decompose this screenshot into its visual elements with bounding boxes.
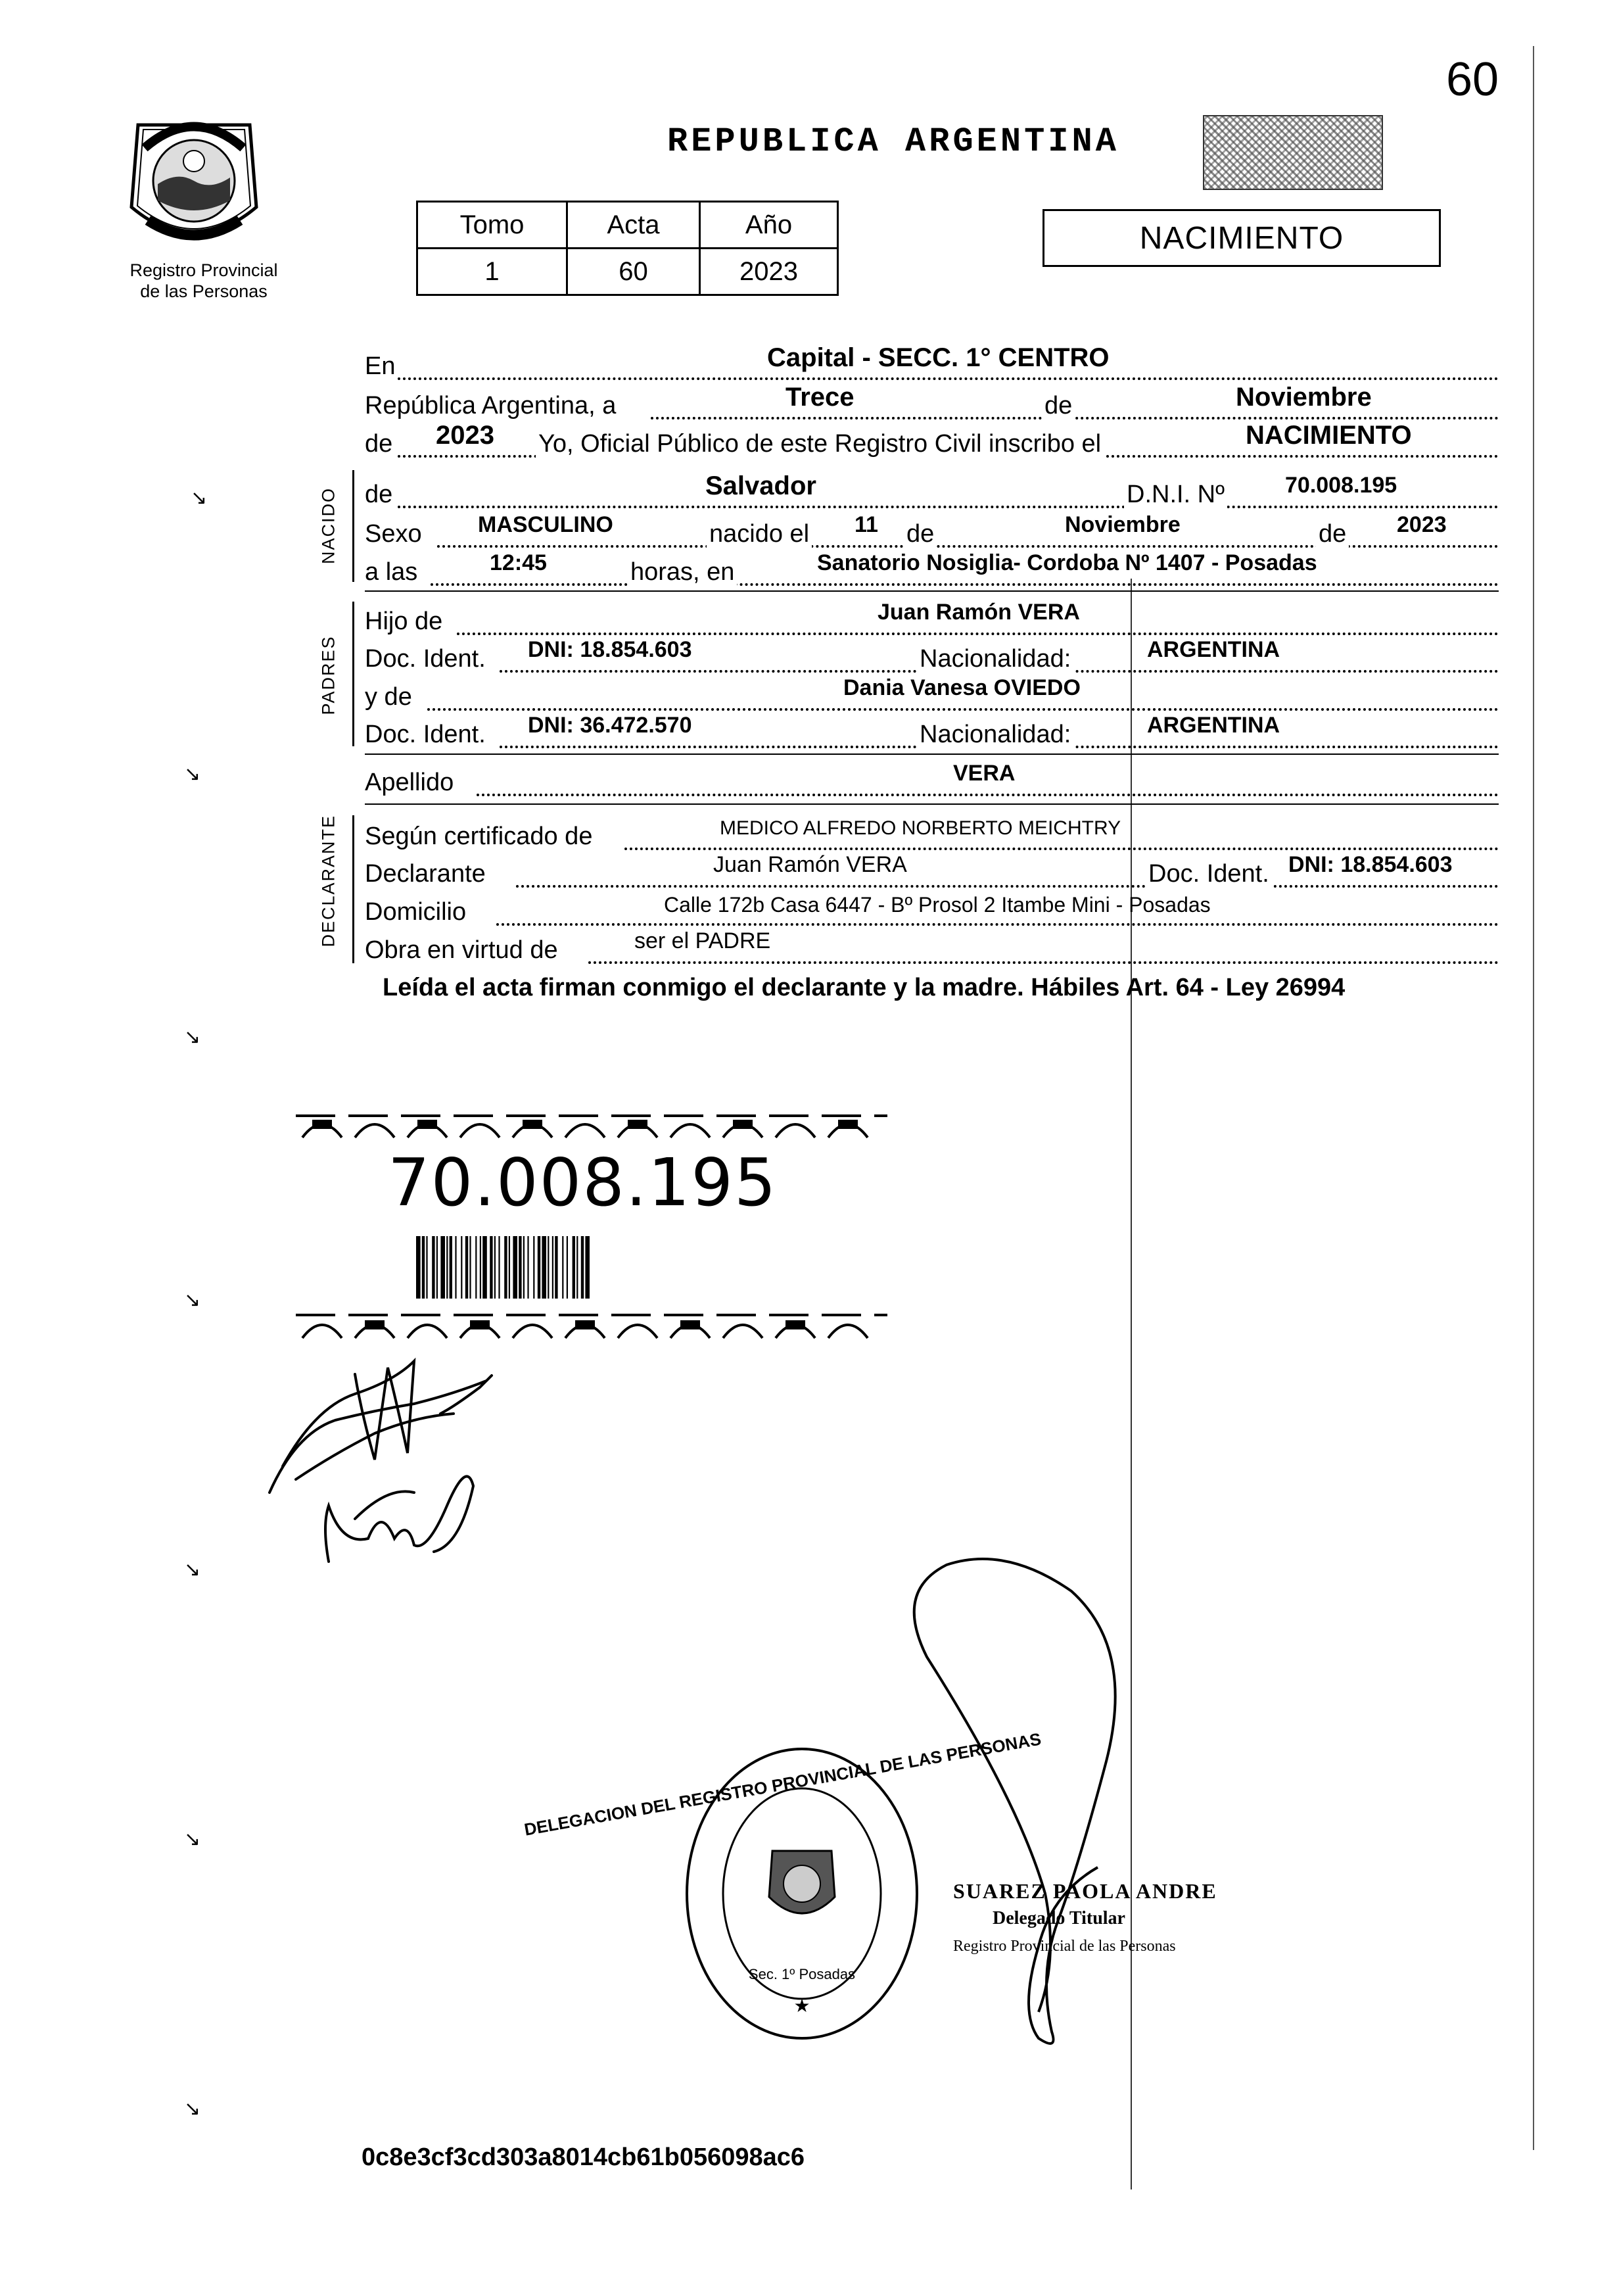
label-certificado: Según certificado de [365,823,593,850]
value-father-name: Juan Ramón VERA [878,600,1080,625]
officer-text: Yo, Oficial Público de este Registro Civil inscribo el [536,430,1104,458]
value-apellido: VERA [953,761,1016,786]
margin-tick-mark: ↘ [184,1289,201,1312]
value-certificado: MEDICO ALFREDO NORBERTO MEICHTRY [720,817,1121,839]
barcode-bar [573,1236,575,1299]
barcode-bar [585,1236,590,1299]
label-sexo: Sexo [365,520,422,548]
label-obra: Obra en virtud de [365,936,558,964]
value-father-doc: DNI: 18.854.603 [528,637,692,662]
barcode-bar [475,1236,477,1299]
label-de: de [1042,392,1075,420]
barcode-bar [455,1236,456,1299]
label-doc-ident: Doc. Ident. [365,645,486,673]
dni-pattern-band-top [296,1108,887,1144]
value-birth-time: 12:45 [490,550,547,575]
section-label-padres: PADRES [318,635,339,715]
label-nacido-el: nacido el [707,520,812,548]
dni-barcode [416,1236,712,1299]
label-y-de: y de [365,683,412,711]
value-father-nationality: ARGENTINA [1147,637,1280,662]
value-year: 2023 [436,421,494,450]
line-father-doc [365,637,1502,674]
value-birth-place: Sanatorio Nosiglia- Cordoba Nº 1407 - Posadas [817,550,1317,575]
label-doc-ident: Doc. Ident. [365,721,486,748]
label-de-year: de [365,430,393,458]
registry-table-header [417,202,838,249]
delegation-official-seal [523,1729,1043,2045]
line-declarante [365,852,1502,889]
label-nacionalidad: Nacionalidad: [917,721,1073,749]
value-tomo: 1 [417,249,567,295]
label-domicilio: Domicilio [365,898,467,926]
barcode-bar [426,1236,427,1299]
barcode-bar [482,1236,487,1299]
value-mother-nationality: ARGENTINA [1147,713,1280,738]
line-hijo-de [365,600,1502,636]
dotted-rule [398,377,1499,380]
value-sexo: MASCULINO [478,512,613,537]
registry-table-values [417,249,838,295]
barcode-bar [519,1236,521,1299]
section-separator [365,590,1499,592]
value-day-words: Trece [785,383,855,412]
line-a-las [365,550,1502,587]
barcode-bar [494,1236,496,1299]
dotted-rule [624,848,1499,850]
seal-star-icon: ★ [793,1995,810,2017]
section-label-nacido: NACIDO [318,487,339,565]
barcode-bar [432,1236,434,1299]
official-name: SUAREZ PAOLA ANDRE [953,1879,1217,1903]
registry-table [416,201,839,296]
margin-tick-mark: ↘ [184,1026,201,1049]
label-horas-en: horas, en [628,558,737,586]
barcode-bar [504,1236,507,1299]
barcode-bar [513,1236,517,1299]
label-en: En [365,352,396,380]
line-y-de [365,675,1502,712]
dotted-rule [588,961,1499,964]
line-obra [365,928,1502,965]
header-tomo: Tomo [417,202,567,249]
dni-label-number: 70.008.195 [388,1144,778,1221]
dotted-rule [398,506,1499,508]
registry-org-name [79,260,329,302]
country-title: REPUBLICA ARGENTINA [667,122,1119,161]
line-officer [365,421,1502,459]
section-separator [365,803,1499,805]
value-child-name: Salvador [705,471,816,500]
label-apellido: Apellido [365,769,454,796]
label-hijo-de: Hijo de [365,608,443,635]
large-loop-signature [887,1552,1150,2051]
value-anio: 2023 [700,249,838,295]
barcode-bar [498,1236,500,1299]
dotted-rule [516,885,1499,888]
barcode-bar [450,1236,452,1299]
line-republica [365,383,1502,421]
barcode-bar [552,1236,553,1299]
label-declarante: Declarante [365,860,486,888]
value-mother-name: Dania Vanesa OVIEDO [843,675,1081,700]
header-acta: Acta [567,202,700,249]
value-declarante-doc: DNI: 18.854.603 [1288,852,1453,877]
line-sexo [365,512,1502,549]
seal-ring-text: DELEGACION DEL REGISTRO PROVINCIAL DE LAS PERSONAS [523,1729,1043,1840]
value-place: Capital - SECC. 1° CENTRO [767,343,1110,372]
document-hash: 0c8e3cf3cd303a8014cb61b056098ac6 [362,2143,805,2171]
label-de-name: de [365,481,393,508]
value-month: Noviembre [1236,383,1372,412]
dni-pattern-band-bottom [296,1308,887,1345]
declarante-bracket [352,815,354,963]
line-certificado [365,819,1502,851]
margin-tick-mark: ↘ [184,763,201,786]
barcode-bar [527,1236,528,1299]
dotted-rule [477,794,1499,796]
nacido-bracket [352,470,354,582]
barcode-bar [422,1236,425,1299]
barcode-bar [480,1236,481,1299]
section-separator [365,753,1499,755]
barcode-bar [576,1236,578,1299]
closing-statement: Leída el acta firman conmigo el declarante y la madre. Hábiles Art. 64 - Ley 26994 [383,974,1346,1001]
org-name-line2: de las Personas [140,281,268,301]
barcode-bar [465,1236,468,1299]
handwritten-signatures [256,1354,532,1571]
line-en [365,343,1502,381]
right-margin-rule [1533,46,1534,2150]
org-name-line1: Registro Provincial [129,260,278,280]
security-stamp [1203,115,1383,190]
barcode-bar [416,1236,421,1299]
official-office: Registro Provincial de las Personas [953,1938,1176,1955]
label-a-las: a las [365,558,418,586]
official-role: Delegado Titular [993,1908,1125,1928]
section-label-declarante: DECLARANTE [318,814,339,947]
value-birth-month: Noviembre [1065,512,1181,537]
dotted-rule [427,708,1499,711]
value-child-dni: 70.008.195 [1285,473,1397,498]
line-domicilio [365,894,1502,927]
value-obra: ser el PADRE [634,928,771,953]
margin-tick-mark: ↘ [184,1558,201,1581]
label-nacionalidad: Nacionalidad: [917,645,1073,673]
label-republica: República Argentina, a [365,392,617,419]
barcode-bar [446,1236,448,1299]
barcode-bar [469,1236,471,1299]
line-mother-doc [365,713,1502,750]
barcode-bar [436,1236,438,1299]
value-acta: 60 [567,249,700,295]
dotted-rule [431,583,1499,586]
value-event: NACIMIENTO [1246,421,1412,450]
barcode-bar [440,1236,445,1299]
label-de-year2: de [1316,520,1349,548]
barcode-bar [461,1236,462,1299]
value-birth-day: 11 [855,512,878,537]
header-anio: Año [700,202,838,249]
value-declarante-name: Juan Ramón VERA [713,852,907,877]
margin-tick-mark: ↘ [184,2097,201,2120]
official-stamp [953,1877,1269,1960]
label-dni: D.N.I. Nº [1124,481,1227,509]
barcode-bar [523,1236,525,1299]
barcode-bar [490,1236,492,1299]
barcode-bar [538,1236,540,1299]
barcode-bar [548,1236,549,1299]
label-de-month: de [904,520,937,548]
line-nacido-name [365,471,1502,510]
provincia-misiones-logo [112,108,276,260]
barcode-bar [567,1236,568,1299]
page-number: 60 [1446,53,1499,106]
barcode-bar [533,1236,534,1299]
barcode-bar [581,1236,584,1299]
value-birth-year: 2023 [1397,512,1447,537]
dotted-rule [457,633,1499,635]
margin-tick-mark: ↘ [184,1828,201,1851]
padres-bracket [352,602,354,746]
value-mother-doc: DNI: 36.472.570 [528,713,692,738]
barcode-bar [555,1236,557,1299]
document-type: NACIMIENTO [1043,209,1441,267]
dotted-rule [496,923,1499,926]
margin-tick-mark: ↘ [191,487,208,510]
barcode-bar [542,1236,546,1299]
seal-inner-text: Sec. 1º Posadas [748,1966,856,1982]
value-domicilio: Calle 172b Casa 6447 - Bº Prosol 2 Itambe Mini - Posadas [664,893,1211,917]
barcode-bar [509,1236,510,1299]
barcode-bar [562,1236,563,1299]
label-doc-ident-declarante: Doc. Ident. [1146,860,1272,888]
line-apellido [365,761,1502,798]
